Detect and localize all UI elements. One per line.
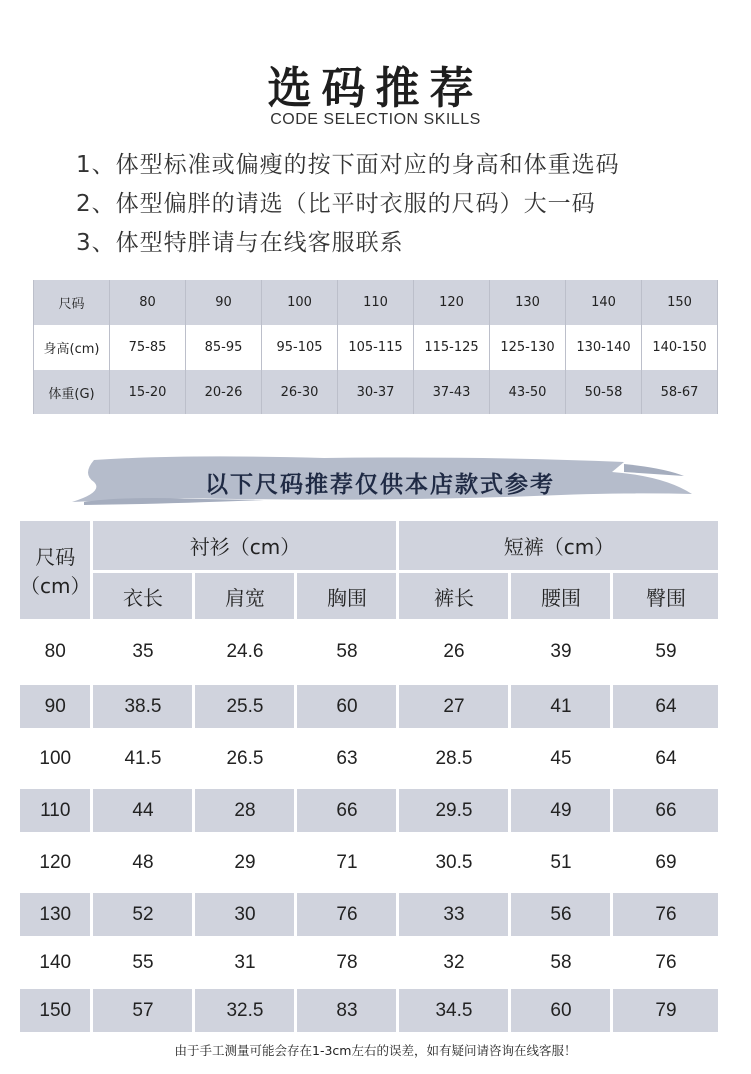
- weight-cell: 20-26: [186, 370, 262, 414]
- size-cell: 100: [262, 280, 338, 325]
- page-subtitle: CODE SELECTION SKILLS: [270, 111, 481, 128]
- column-header: 臀围: [613, 570, 718, 619]
- size-cell: 120: [20, 832, 90, 893]
- measurement-cell: 76: [613, 936, 718, 989]
- column-header: 腰围: [511, 570, 610, 619]
- size-cell: 150: [642, 280, 718, 325]
- measurement-cell: 64: [613, 685, 718, 728]
- banner-text: 以下尺码推荐仅供本店款式参考: [205, 472, 555, 498]
- weight-cell: 50-58: [566, 370, 642, 414]
- footer-note: 由于手工测量可能会存在1-3cm左右的误差，如有疑问请咨询在线客服！: [174, 1043, 577, 1058]
- column-header: 衣长: [93, 570, 192, 619]
- column-header: 胸围: [297, 570, 396, 619]
- measurement-cell: 29.5: [399, 789, 508, 832]
- table-row: [20, 936, 718, 989]
- measurement-cell: 83: [297, 989, 396, 1032]
- selection-rules: [76, 150, 620, 267]
- size-cell: 140: [566, 280, 642, 325]
- size-header-line1: 尺码: [35, 545, 76, 569]
- measurement-cell: 60: [511, 989, 610, 1032]
- weight-cell: 37-43: [414, 370, 490, 414]
- measurement-cell: 66: [613, 789, 718, 832]
- height-cell: 140-150: [642, 325, 718, 370]
- size-cell: 140: [20, 936, 90, 989]
- height-cell: 130-140: [566, 325, 642, 370]
- table-row: [20, 893, 718, 936]
- size-cell: 80: [20, 619, 90, 685]
- height-row-label: 身高(cm): [34, 325, 110, 370]
- measurement-cell: 48: [93, 832, 192, 893]
- measurement-cell: 45: [511, 728, 610, 789]
- measurement-cell: 31: [195, 936, 294, 989]
- measurement-cell: 28: [195, 789, 294, 832]
- measurement-cell: 39: [511, 619, 610, 685]
- size-cell: 130: [490, 280, 566, 325]
- measurement-cell: 52: [93, 893, 192, 936]
- measurement-cell: 76: [297, 893, 396, 936]
- table-row: [20, 728, 718, 789]
- measurement-cell: 71: [297, 832, 396, 893]
- measurement-cell: 57: [93, 989, 192, 1032]
- weight-cell: 43-50: [490, 370, 566, 414]
- height-cell: 75-85: [110, 325, 186, 370]
- table-row: [20, 789, 718, 832]
- shirt-group-header: 衬衫（cm）: [93, 521, 396, 570]
- measurement-cell: 69: [613, 832, 718, 893]
- measurement-cell: 30.5: [399, 832, 508, 893]
- measurement-cell: 76: [613, 893, 718, 936]
- size-cell: 150: [20, 989, 90, 1032]
- size-header-line2: （cm）: [20, 574, 91, 598]
- group-header-row: [20, 521, 718, 570]
- measurement-cell: 78: [297, 936, 396, 989]
- measurement-cell: 58: [297, 619, 396, 685]
- height-cell: 85-95: [186, 325, 262, 370]
- measurement-table: [17, 521, 721, 1032]
- measurement-cell: 51: [511, 832, 610, 893]
- measurement-cell: 35: [93, 619, 192, 685]
- weight-row: [34, 370, 718, 414]
- size-cell: 110: [20, 789, 90, 832]
- measurement-cell: 64: [613, 728, 718, 789]
- table-row: [20, 832, 718, 893]
- measurement-cell: 27: [399, 685, 508, 728]
- size-header-cell: [20, 521, 90, 619]
- size-cell: 120: [414, 280, 490, 325]
- size-row-label: 尺码: [34, 280, 110, 325]
- height-cell: 95-105: [262, 325, 338, 370]
- measurement-cell: 32.5: [195, 989, 294, 1032]
- measurement-cell: 79: [613, 989, 718, 1032]
- weight-cell: 58-67: [642, 370, 718, 414]
- size-recommendation-table: [33, 280, 718, 414]
- page-title: 选码推荐: [267, 63, 484, 114]
- weight-cell: 15-20: [110, 370, 186, 414]
- weight-row-label: 体重(G): [34, 370, 110, 414]
- measurement-cell: 49: [511, 789, 610, 832]
- column-header: 肩宽: [195, 570, 294, 619]
- measurement-cell: 25.5: [195, 685, 294, 728]
- size-row: [34, 280, 718, 325]
- measurement-cell: 41.5: [93, 728, 192, 789]
- measurement-cell: 44: [93, 789, 192, 832]
- measurement-cell: 66: [297, 789, 396, 832]
- measurement-cell: 58: [511, 936, 610, 989]
- rule-item: 1、体型标准或偏瘦的按下面对应的身高和体重选码: [76, 152, 620, 178]
- size-cell: 90: [186, 280, 262, 325]
- column-header: 裤长: [399, 570, 508, 619]
- weight-cell: 26-30: [262, 370, 338, 414]
- size-cell: 110: [338, 280, 414, 325]
- rule-item: 3、体型特胖请与在线客服联系: [76, 230, 404, 256]
- height-row: [34, 325, 718, 370]
- size-cell: 130: [20, 893, 90, 936]
- measurement-cell: 32: [399, 936, 508, 989]
- size-cell: 80: [110, 280, 186, 325]
- table-row: [20, 685, 718, 728]
- measurement-cell: 26.5: [195, 728, 294, 789]
- rule-item: 2、体型偏胖的请选（比平时衣服的尺码）大一码: [76, 191, 596, 217]
- height-cell: 115-125: [414, 325, 490, 370]
- height-cell: 105-115: [338, 325, 414, 370]
- size-cell: 90: [20, 685, 90, 728]
- measurement-cell: 38.5: [93, 685, 192, 728]
- height-cell: 125-130: [490, 325, 566, 370]
- size-cell: 100: [20, 728, 90, 789]
- measurement-cell: 30: [195, 893, 294, 936]
- measurement-cell: 56: [511, 893, 610, 936]
- measurement-cell: 29: [195, 832, 294, 893]
- measurement-cell: 60: [297, 685, 396, 728]
- measurement-cell: 24.6: [195, 619, 294, 685]
- reference-banner: [64, 452, 696, 512]
- measurement-cell: 63: [297, 728, 396, 789]
- measurement-cell: 33: [399, 893, 508, 936]
- measurement-cell: 41: [511, 685, 610, 728]
- table-row: [20, 989, 718, 1032]
- column-header-row: [20, 570, 718, 619]
- table-row: [20, 619, 718, 685]
- measurement-cell: 28.5: [399, 728, 508, 789]
- measurement-cell: 55: [93, 936, 192, 989]
- measurement-cell: 26: [399, 619, 508, 685]
- measurement-cell: 34.5: [399, 989, 508, 1032]
- weight-cell: 30-37: [338, 370, 414, 414]
- shorts-group-header: 短裤（cm）: [399, 521, 718, 570]
- measurement-cell: 59: [613, 619, 718, 685]
